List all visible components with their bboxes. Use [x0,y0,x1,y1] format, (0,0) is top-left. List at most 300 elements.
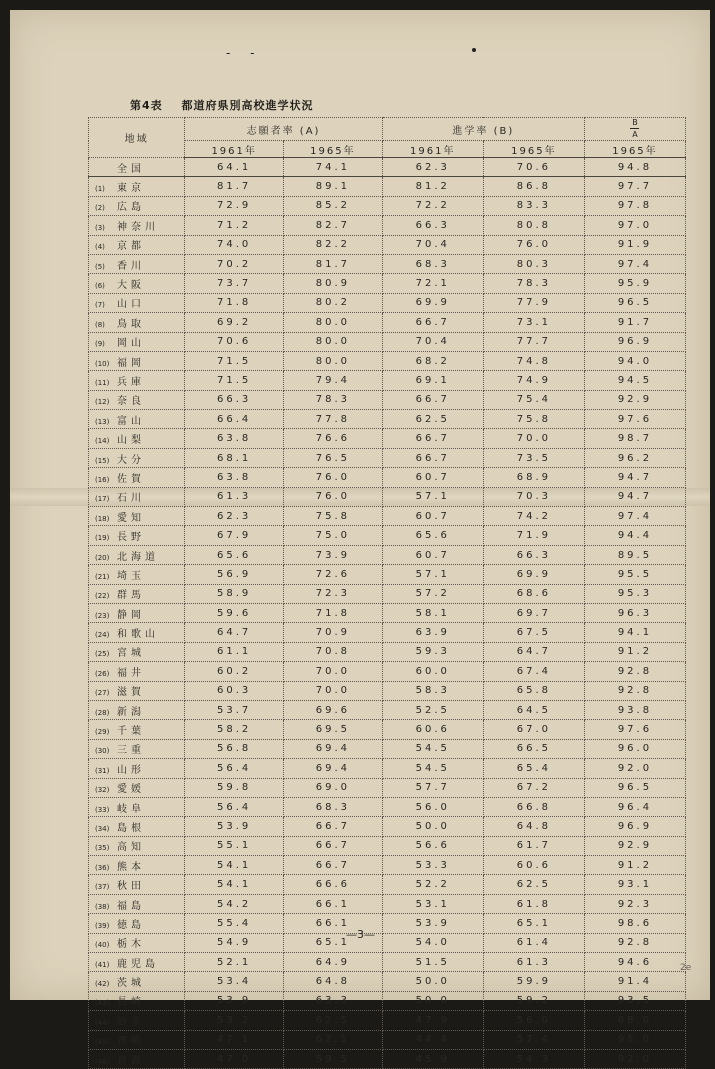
value-b-1965: 66.8 [483,797,584,816]
table-row [89,875,686,894]
corner-mark: 2e [680,963,692,973]
value-ba-1965: 94.5 [584,371,685,390]
table-row [89,584,686,603]
value-a-1961: 66.3 [185,390,284,409]
region-name: 長野 [117,532,145,544]
table-row [89,351,686,370]
value-a-1961: 71.2 [185,216,284,235]
region-name: 岩手 [117,1016,145,1028]
region-cell [89,623,185,642]
table-row [89,313,686,332]
value-b-1961: 54.5 [382,739,483,758]
value-a-1961: 53.9 [185,991,284,1010]
value-a-1961: 74.0 [185,235,284,254]
value-b-1965: 62.5 [483,875,584,894]
value-a-1965: 64.9 [284,953,383,972]
region-cell [89,410,185,429]
value-a-1965: 78.3 [284,390,383,409]
value-b-1961: 57.1 [382,487,483,506]
region-cell [89,933,185,952]
rank-label: (40) [95,941,110,950]
rank-label: (44) [95,1018,110,1027]
value-b-1965: 70.6 [483,158,584,177]
value-a-1965: 69.6 [284,700,383,719]
value-b-1965: 67.4 [483,662,584,681]
region-cell [89,507,185,526]
value-b-1961: 60.7 [382,507,483,526]
value-b-1961: 60.7 [382,545,483,564]
region-name: 栃木 [117,939,145,951]
table-row [89,603,686,622]
rank-label: (30) [95,747,110,756]
region-cell [89,390,185,409]
value-b-1965: 76.0 [483,235,584,254]
rank-label: (4) [95,243,105,252]
region-cell [89,254,185,273]
value-a-1961: 55.1 [185,836,284,855]
rank-label: (16) [95,475,110,484]
value-a-1965: 69.4 [284,739,383,758]
region-name: 京都 [117,241,145,253]
region-name: 富山 [117,415,145,427]
table-row [89,739,686,758]
region-name: 島根 [117,822,145,834]
rank-label: (26) [95,669,110,678]
value-b-1965: 60.6 [483,856,584,875]
table-row [89,235,686,254]
rank-label: (24) [95,631,110,640]
value-ba-1965: 95.5 [584,565,685,584]
region-name: 愛知 [117,512,145,524]
value-a-1961: 72.9 [185,196,284,215]
value-b-1965: 86.8 [483,177,584,196]
value-a-1961: 65.6 [185,545,284,564]
value-b-1961: 72.1 [382,274,483,293]
table-row [89,371,686,390]
table-row [89,991,686,1010]
region-name: 大阪 [117,280,145,292]
region-name: 佐賀 [117,473,145,485]
region-name: 岡山 [117,338,145,350]
value-a-1965: 70.8 [284,642,383,661]
value-ba-1965: 95.9 [584,274,685,293]
table-row [89,700,686,719]
value-ba-1965: 96.5 [584,778,685,797]
value-ba-1965: 88.0 [584,1011,685,1030]
value-ba-1965: 94.6 [584,953,685,972]
value-a-1965: 66.1 [284,914,383,933]
region-name: 岐阜 [117,803,145,815]
value-ba-1965: 93.1 [584,875,685,894]
value-b-1965: 74.2 [483,507,584,526]
table-row [89,468,686,487]
rank-label: (45) [95,1038,110,1047]
table-row [89,274,686,293]
value-b-1965: 77.7 [483,332,584,351]
value-a-1965: 72.3 [284,584,383,603]
value-a-1965: 71.8 [284,603,383,622]
header-a-1961: 1961年 [185,141,284,158]
table-row [89,390,686,409]
value-ba-1965: 92.8 [584,662,685,681]
ratio-fraction [630,118,639,139]
region-cell [89,216,185,235]
table-row [89,1030,686,1049]
value-b-1965: 54.3 [483,1049,584,1068]
value-b-1961: 68.2 [382,351,483,370]
value-a-1961: 59.6 [185,603,284,622]
region-cell [89,681,185,700]
value-a-1965: 66.6 [284,875,383,894]
value-b-1961: 58.1 [382,603,483,622]
rank-label: (33) [95,805,110,814]
value-a-1965: 69.0 [284,778,383,797]
value-a-1965: 76.6 [284,429,383,448]
value-b-1965: 67.0 [483,720,584,739]
table-row [89,720,686,739]
value-ba-1965: 92.8 [584,681,685,700]
page-number: —3— [346,928,375,941]
header-a-1965: 1965年 [284,141,383,158]
region-name: 徳島 [117,919,145,931]
rank-label: (15) [95,456,110,465]
value-b-1965: 74.9 [483,371,584,390]
value-b-1961: 57.7 [382,778,483,797]
region-cell [89,429,185,448]
rank-label: (46) [95,1057,110,1066]
value-b-1965: 64.8 [483,817,584,836]
table-row [89,894,686,913]
table-row [89,177,686,196]
value-ba-1965: 96.9 [584,332,685,351]
value-b-1965: 61.7 [483,836,584,855]
ink-dot [472,48,476,52]
table-row [89,759,686,778]
table-row [89,914,686,933]
region-name: 長崎 [117,997,145,1009]
value-a-1961: 81.7 [185,177,284,196]
table-row [89,487,686,506]
rank-label: (22) [95,592,110,601]
rank-label: (13) [95,417,110,426]
value-a-1965: 73.9 [284,545,383,564]
value-b-1965: 69.7 [483,603,584,622]
value-ba-1965: 92.9 [584,836,685,855]
value-ba-1965: 91.7 [584,313,685,332]
value-ba-1965: 91.2 [584,642,685,661]
rank-label: (7) [95,301,105,310]
value-ba-1965: 98.7 [584,429,685,448]
rank-label: (35) [95,844,110,853]
value-a-1961: 60.3 [185,681,284,700]
table-row [89,196,686,215]
region-name: 秋田 [117,881,145,893]
region-name: 新潟 [117,706,145,718]
value-a-1961: 58.9 [185,584,284,603]
value-ba-1965: 96.2 [584,448,685,467]
value-b-1961: 52.2 [382,875,483,894]
value-a-1965: 74.1 [284,158,383,177]
region-name: 山形 [117,764,145,776]
region-name: 奈良 [117,396,145,408]
ratio-denominator: A [632,130,638,139]
value-b-1961: 81.2 [382,177,483,196]
value-b-1965: 61.3 [483,953,584,972]
rank-label: (20) [95,553,110,562]
region-cell [89,778,185,797]
value-b-1961: 60.6 [382,720,483,739]
value-b-1961: 47.9 [382,1011,483,1030]
value-a-1961: 47.1 [185,1030,284,1049]
value-ba-1965: 91.4 [584,972,685,991]
rank-label: (32) [95,786,110,795]
value-b-1961: 50.0 [382,817,483,836]
value-a-1965: 72.6 [284,565,383,584]
value-a-1961: 71.5 [185,351,284,370]
value-a-1965: 75.8 [284,507,383,526]
value-b-1961: 72.2 [382,196,483,215]
header-enrollment-rate: 進学率 (B) [382,118,584,141]
value-b-1965: 65.4 [483,759,584,778]
value-a-1965: 63.3 [284,991,383,1010]
value-b-1961: 58.3 [382,681,483,700]
value-ba-1965: 97.4 [584,254,685,273]
value-a-1965: 70.0 [284,681,383,700]
table-caption: 都道府県別高校進学状況 [181,99,314,112]
value-b-1965: 75.8 [483,410,584,429]
value-b-1965: 70.0 [483,429,584,448]
region-cell [89,274,185,293]
region-name: 埼玉 [117,570,145,582]
region-cell [89,759,185,778]
table-row [89,448,686,467]
region-cell [89,1049,185,1068]
header-region: 地域 [89,118,185,158]
table-row [89,1049,686,1068]
table-row [89,836,686,855]
region-name: 石川 [117,493,145,505]
table-row [89,642,686,661]
value-b-1961: 54.5 [382,759,483,778]
region-cell [89,351,185,370]
value-a-1961: 56.4 [185,797,284,816]
region-cell [89,856,185,875]
value-b-1965: 80.8 [483,216,584,235]
value-b-1961: 65.6 [382,526,483,545]
value-a-1961: 56.9 [185,565,284,584]
value-a-1965: 89.1 [284,177,383,196]
value-a-1965: 70.9 [284,623,383,642]
rank-label: (9) [95,340,105,349]
region-name: 愛媛 [117,784,145,796]
value-a-1961: 66.4 [185,410,284,429]
region-cell [89,1030,185,1049]
value-b-1961: 57.1 [382,565,483,584]
value-b-1961: 66.3 [382,216,483,235]
rank-label: (2) [95,204,105,213]
rank-label: (28) [95,708,110,717]
value-b-1961: 60.0 [382,662,483,681]
region-name: 静岡 [117,609,145,621]
region-cell [89,584,185,603]
value-ba-1965: 96.3 [584,603,685,622]
value-a-1965: 70.0 [284,662,383,681]
value-b-1961: 62.5 [382,410,483,429]
value-b-1965: 66.3 [483,545,584,564]
value-b-1965: 67.2 [483,778,584,797]
value-ba-1965: 94.0 [584,351,685,370]
table-row [89,972,686,991]
value-ba-1965: 96.0 [584,739,685,758]
value-a-1965: 66.7 [284,836,383,855]
region-cell [89,545,185,564]
value-a-1965: 80.0 [284,313,383,332]
table-row [89,623,686,642]
value-ba-1965: 91.9 [584,235,685,254]
region-cell [89,313,185,332]
rank-label: (11) [95,378,110,387]
region-cell [89,817,185,836]
rank-label: (17) [95,495,110,504]
region-cell [89,371,185,390]
region-cell [89,991,185,1010]
table-row [89,1011,686,1030]
enrollment-table [88,117,686,1069]
region-cell [89,1011,185,1030]
value-a-1961: 61.3 [185,487,284,506]
value-a-1965: 81.7 [284,254,383,273]
region-cell [89,487,185,506]
value-b-1965: 74.8 [483,351,584,370]
value-ba-1965: 93.8 [584,700,685,719]
value-ba-1965: 98.6 [584,914,685,933]
value-a-1961: 71.5 [185,371,284,390]
value-a-1965: 75.0 [284,526,383,545]
value-ba-1965: 97.0 [584,216,685,235]
rank-label: (29) [95,728,110,737]
region-name: 鹿児島 [117,958,159,970]
value-b-1961: 70.4 [382,332,483,351]
value-b-1965: 65.1 [483,914,584,933]
header-ba-1965: 1965年 [584,141,685,158]
value-ba-1965: 96.9 [584,817,685,836]
value-ba-1965: 92.8 [584,933,685,952]
value-b-1965: 77.9 [483,293,584,312]
value-ba-1965: 89.5 [584,545,685,564]
value-a-1961: 71.8 [185,293,284,312]
rank-label: (43) [95,999,110,1008]
value-b-1965: 61.8 [483,894,584,913]
value-b-1961: 50.0 [382,972,483,991]
table-row [89,429,686,448]
region-cell [89,293,185,312]
value-a-1961: 62.3 [185,507,284,526]
value-a-1965: 80.9 [284,274,383,293]
region-name: 東京 [117,183,145,195]
rank-label: (3) [95,223,105,232]
value-b-1965: 64.7 [483,642,584,661]
rank-label: (36) [95,863,110,872]
rank-label: (31) [95,766,110,775]
value-b-1965: 57.4 [483,1030,584,1049]
rank-label: (34) [95,824,110,833]
value-b-1965: 73.5 [483,448,584,467]
region-name: 福井 [117,667,145,679]
value-b-1961: 52.5 [382,700,483,719]
value-ba-1965: 93.5 [584,991,685,1010]
value-b-1965: 78.3 [483,274,584,293]
value-a-1965: 69.5 [284,720,383,739]
rank-label: (6) [95,282,105,291]
value-a-1961: 70.2 [185,254,284,273]
value-b-1965: 61.4 [483,933,584,952]
table-row-national [89,158,686,177]
table-row [89,216,686,235]
table-row [89,293,686,312]
value-b-1961: 70.4 [382,235,483,254]
table-row [89,545,686,564]
value-ba-1965: 97.7 [584,177,685,196]
value-b-1965: 67.5 [483,623,584,642]
value-b-1961: 66.7 [382,448,483,467]
value-ba-1965: 91.2 [584,856,685,875]
value-b-1965: 73.1 [483,313,584,332]
region-cell [89,836,185,855]
value-a-1965: 69.4 [284,759,383,778]
region-name: 山梨 [117,435,145,447]
region-name: 茨城 [117,978,145,990]
region-cell [89,603,185,622]
rank-label: (14) [95,437,110,446]
value-a-1961: 63.8 [185,429,284,448]
value-b-1961: 66.7 [382,429,483,448]
value-b-1961: 66.7 [382,390,483,409]
value-a-1965: 59.5 [284,1049,383,1068]
value-a-1961: 47.0 [185,1049,284,1068]
value-b-1961: 68.3 [382,254,483,273]
value-b-1965: 69.9 [483,565,584,584]
value-ba-1965: 97.8 [584,196,685,215]
rank-label: (27) [95,689,110,698]
table-number: 第4表 [130,99,163,112]
region-cell [89,196,185,215]
region-name: 和歌山 [117,629,159,641]
rank-label: (25) [95,650,110,659]
value-a-1961: 70.6 [185,332,284,351]
value-b-1965: 83.3 [483,196,584,215]
value-a-1961: 54.1 [185,875,284,894]
value-b-1965: 80.3 [483,254,584,273]
region-cell [89,158,185,177]
value-a-1961: 53.4 [185,972,284,991]
value-a-1965: 62.1 [284,1030,383,1049]
rank-label: (38) [95,902,110,911]
value-ba-1965: 94.7 [584,487,685,506]
value-a-1961: 67.9 [185,526,284,545]
region-cell [89,972,185,991]
value-b-1961: 54.0 [382,933,483,952]
rank-label: (42) [95,980,110,989]
region-cell [89,914,185,933]
region-name: 全国 [117,163,145,175]
value-a-1961: 63.8 [185,468,284,487]
value-a-1965: 80.0 [284,332,383,351]
value-ba-1965: 96.5 [584,293,685,312]
rank-label: (19) [95,534,110,543]
region-cell [89,953,185,972]
value-a-1965: 82.7 [284,216,383,235]
value-a-1965: 80.2 [284,293,383,312]
